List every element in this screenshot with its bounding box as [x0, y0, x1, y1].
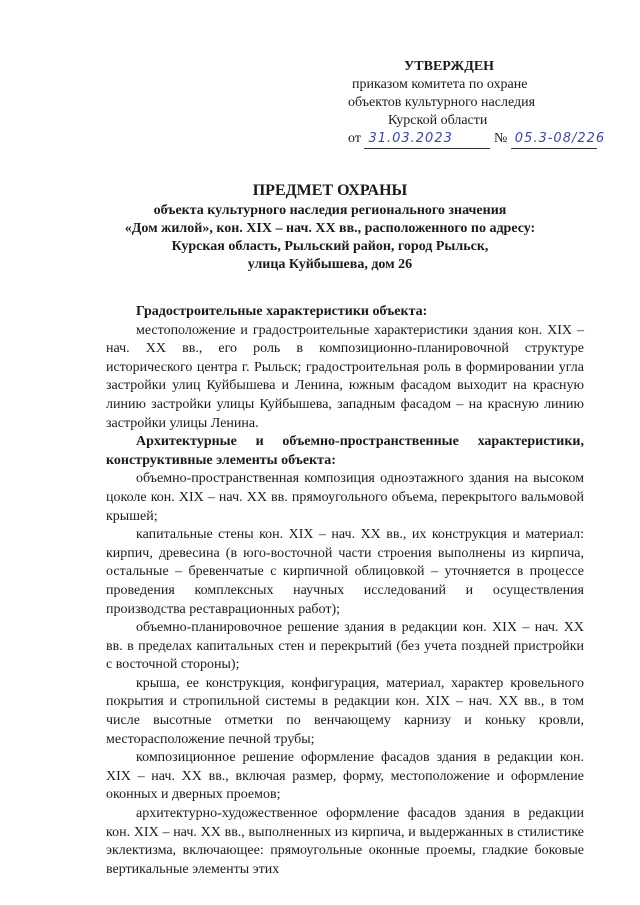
title-line: Курская область, Рыльский район, город Рыльск,	[171, 239, 489, 254]
number-prefix: №	[493, 131, 508, 146]
paragraph: местоположение и градостроительные характеристики здания кон. XIX – нач. XX вв., его роль в композиционно-планировочной структуре исторического центра г. Рыльск; градостроительная роль в формировании угла застройки улиц Куйбышева и Ленина, южным фасадом выходит на красную линию застройки улицы Куйбышева, западным фасадом – на красную линию застройки улицы Ленина.	[106, 322, 584, 431]
title-line: «Дом жилой», кон. XIX – нач. XX вв., расположенного по адресу:	[124, 221, 536, 236]
approval-block	[348, 58, 606, 149]
document-body	[106, 303, 584, 879]
handwritten-number: 05.3-08/226	[511, 130, 597, 149]
paragraph: крыша, ее конструкция, конфигурация, материал, характер кровельного покрытия и стропильной системы в редакции кон. XIX – нач. XX вв., в том числе высотные отметки по венчающему карнизу и коньку кровли, месторасположение печной трубы;	[106, 675, 584, 747]
paragraph: архитектурно-художественное оформление фасадов здания в редакции кон. XIX – нач. XX вв., выполненных из кирпича, и выдержанных в стилистике эклектизма, включающее: прямоугольные оконные проемы, гладкие боковые вертикальные элементы этих	[106, 806, 584, 877]
approval-line-region: Курской области	[388, 113, 488, 128]
document-title: ПРЕДМЕТ ОХРАНЫ	[252, 182, 408, 199]
title-line: улица Куйбышева, дом 26	[247, 257, 413, 272]
approval-date-line	[348, 130, 606, 149]
section-heading: Архитектурные и объемно-пространственные характеристики, конструктивные элементы объекта:	[106, 434, 584, 468]
title-line: объекта культурного наследия регионального значения	[153, 203, 507, 218]
date-prefix: от	[348, 131, 361, 146]
paragraph: объемно-планировочное решение здания в редакции кон. XIX – нач. XX вв. в пределах капитальных стен и перекрытий (без учета поздней пристройки с восточной стороны);	[106, 620, 584, 673]
approval-heading: УТВЕРЖДЕН	[404, 59, 495, 74]
paragraph: объемно-пространственная композиция одноэтажного здания на высоком цоколе кон. XIX – нач. XX вв. прямоугольного объема, перекрытого вальмовой крышей;	[106, 471, 584, 524]
section-heading: Градостроительные характеристики объекта:	[136, 304, 428, 319]
approval-line-order: приказом комитета по охране	[352, 77, 528, 92]
paragraph: капитальные стены кон. XIX – нач. XX вв., их конструкция и материал: кирпич, древесина (в юго-восточной части строения выполнены из кирпича, остальные – бревенчатые с кирпичной облицовкой – уточняется в процессе проведения комплексных научных исследований и осуществления производства реставрационных работ);	[106, 527, 584, 617]
handwritten-date: 31.03.2023	[364, 130, 490, 149]
document-title-block	[100, 180, 560, 274]
paragraph: композиционное решение оформление фасадов здания в редакции кон. XIX – нач. XX вв., включая размер, форму, местоположение и оформление оконных и дверных проемов;	[106, 750, 584, 803]
approval-line-committee: объектов культурного наследия	[348, 95, 536, 110]
